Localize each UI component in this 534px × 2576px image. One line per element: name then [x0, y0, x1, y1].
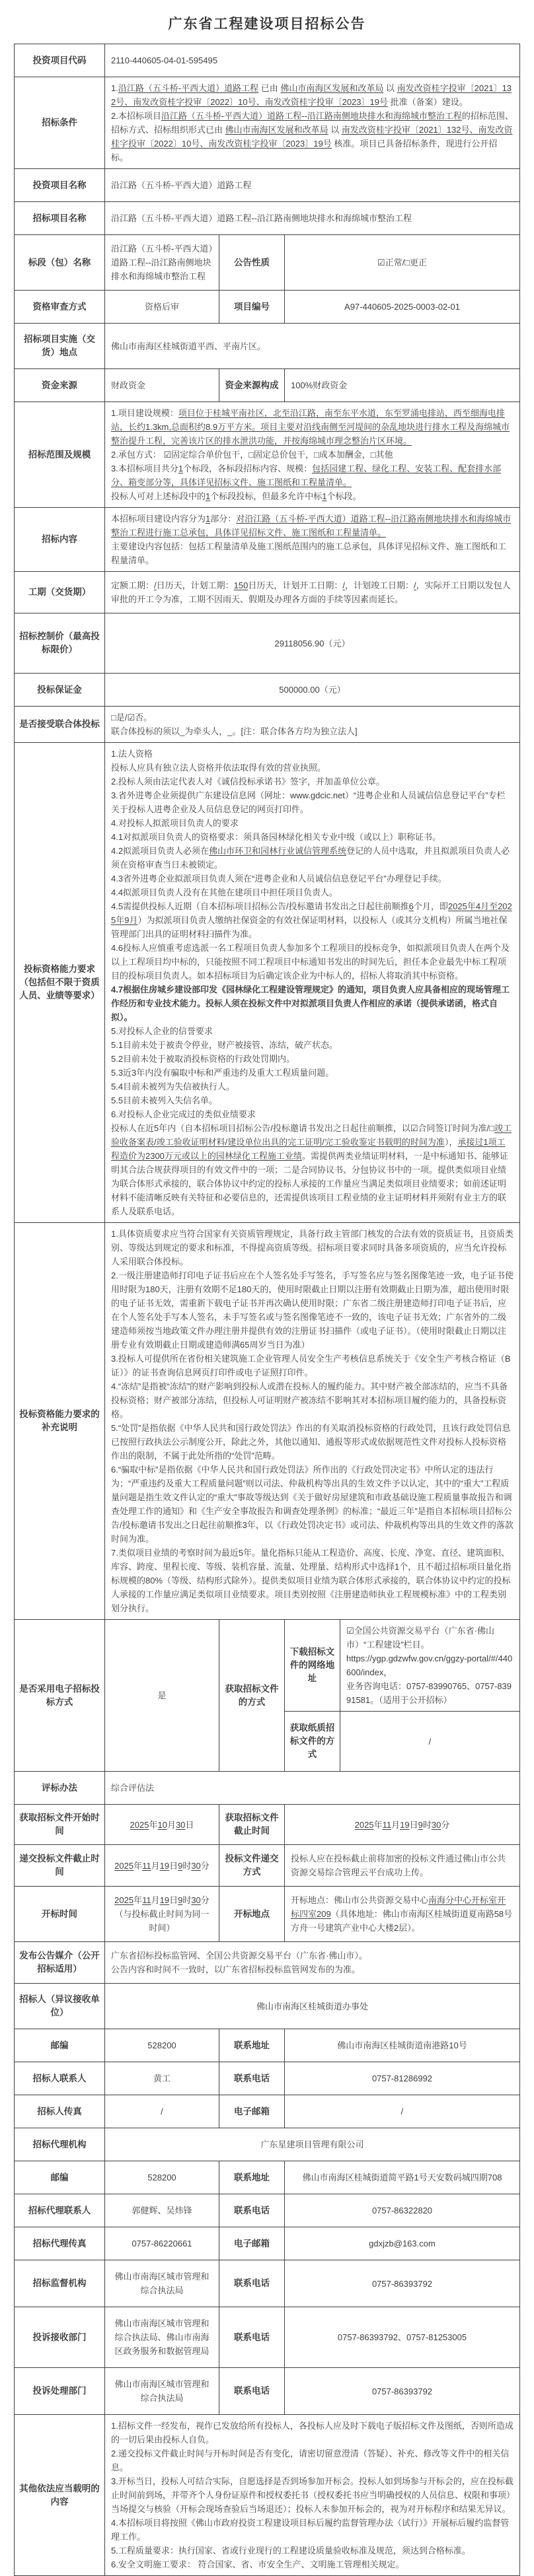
agency-label: 招标代理机构 [14, 2128, 104, 2161]
submission-deadline-value: 2025年11月19日9时30分 [104, 1845, 219, 1887]
tenderer-phone-value: 0757-81286992 [284, 2062, 519, 2095]
funding-value: 财政资金 [104, 369, 219, 402]
supervision-label: 招标监督机构 [14, 2260, 104, 2307]
tender-conditions-label: 招标条件 [14, 77, 104, 169]
row-other [14, 2415, 519, 2576]
row-qualification-review [14, 291, 519, 324]
tenderer-label: 招标人（异议接收单位） [14, 1984, 104, 2029]
complaint-receive-phone-value: 0757-86393792、0757-81253005 [284, 2307, 519, 2368]
qualification-review-value: 资格后审 [104, 291, 219, 324]
complaint-handle-phone-value: 0757-86393792 [284, 2368, 519, 2415]
row-duration [14, 572, 519, 613]
row-tenderer [14, 1984, 519, 2029]
agency-postcode-value: 528200 [104, 2161, 219, 2194]
opening-place-value: 开标地点：佛山市公共资源交易中心南海分中心开标室开标四室209（具体地址：佛山市南海区桂城街道夏南路58号方舟一号建筑产业中心大楼2层）。 [284, 1887, 519, 1942]
qualification-supplement-label: 投标资格能力要求的补充说明 [14, 1223, 104, 1620]
tender-project-name-label: 招标项目名称 [14, 202, 104, 235]
agency-phone-value: 0757-86322820 [284, 2194, 519, 2227]
consortium-text: □是/☑否。 联合体投标的须以_为牵头人，_。[注：联合体各方均为独立法人] [104, 707, 519, 743]
submission-deadline-label: 递交投标文件截止时间 [14, 1845, 104, 1887]
agency-email-label: 电子邮箱 [219, 2227, 284, 2260]
funding-composition-label: 资金来源构成 [219, 369, 284, 402]
funding-composition-value: 100%财政资金 [284, 369, 519, 402]
obtain-documents-label: 获取招标文件的方式 [219, 1620, 284, 1772]
other-label: 其他依法应当载明的内容 [14, 2415, 104, 2576]
agency-phone-label: 联系电话 [219, 2194, 284, 2227]
row-agency-contact [14, 2194, 519, 2227]
agency-postcode-label: 邮编 [14, 2161, 104, 2194]
page-title: 广东省工程建设项目招标公告 [168, 17, 366, 32]
control-price-value: 29118056.90（元） [104, 613, 519, 674]
row-scope [14, 402, 519, 508]
tenderer-value: 佛山市南海区桂城街道办事处 [104, 1984, 519, 2029]
complaint-handle-phone-label: 联系电话 [219, 2368, 284, 2415]
tenderer-contact-value: 黄工 [104, 2062, 219, 2095]
complaint-receive-value: 佛山市南海区城市管理和综合执法局、佛山市南海区政务服务和数据管理局 [104, 2307, 219, 2368]
agency-address-value: 佛山市南海区桂城街道简平路1号天安数码城四期708 [284, 2161, 519, 2194]
row-control-price [14, 613, 519, 674]
opening-place-label: 开标地点 [219, 1887, 284, 1942]
row-evaluation-method [14, 1772, 519, 1805]
row-qualification-supplement [14, 1223, 519, 1620]
qualification-requirements-text: 1.法人资格 投标人应具有独立法人资格并依法取得有效的营业执照。 2.投标人须由法定代表人对《诚信投标承诺书》签字，并加盖单位公章。 3.省外进粤企业须提供广东建设信息网（网址：www.gdcic.net）“进粤企业和人员诚信信息登记平台”专栏关于投标人进粤企业及人员信息登记的网页打印件。 4.对投标人拟派项目负责人的要求 4.1对拟派项目负责人的资格要求：须具备园林绿化相关专业中级（或以上）职称证书。 4.2拟派项目负责人必须在佛山市环卫和园林行业诚信管理系统登记的人员中选取，并且拟派项目负责人必须在资格审查当日未被锁定。 4.3省外进粤企业拟派项目负责人须在“进粤企业和人员诚信信息登记平台”办理登记手续。 4.4拟派项目负责人没有在其他在建项目中担任项目负责人。 4.5需提供投标人近期（自本招标项目招标公告/投标邀请书发出之日起往前顺推6个月，即2025年4月至2025年9月）为拟派项目负责人缴纳社保资金的有效社保证明材料，以投标人（或其分支机构）所属当地社保管理部门出具的证明材料扫描件为准。 4.6投标人应慎重考虑选派一名工程项目负责人参加多个工程项目的投标竞争，如拟派项目负责人在两个及以上工程项目均中标的，只能按照不同工程项目中标通知书发出的时间先后，担任本企业最先中标工程项目的投标项目负责人。如本招标项目为后确定该企业为中标人的，招标人将取消其中标资格。 4.7根据住房城乡建设部印发《园林绿化工程建设管理规定》的通知，项目负责人应具备相应的现场管理工作经历和专业技术能力。投标人须在投标文件中对拟派项目负责人作相应的承诺（提供承诺函，格式自拟）。 5.对投标人企业的信誉要求 5.1目前未处于被责令停业，财产被接管、冻结，破产状态。 5.2目前未处于被取消投标资格的行政处罚期内。 5.3近3年内没有骗取中标和严重违约及重大工程质量问题。 5.4目前未被列为失信被执行人。 5.5目前未被列入失信名单。 6.对投标人企业完成过的类似业绩要求 投标人在近5年内（自本招标项目招标公告/投标邀请书发出之日起往前顺推，以☑合同签订时间为准/□竣工验收备案表/竣工验收证明材料/建设单位出具的完工证明/完工验收鉴定书载明的时间为准），承接过1项工程造价为2300万元或以上的园林绿化工程施工业绩。需提供两类业绩证明材料，一是中标通知书、能够证明其合法合规获得项目的有效文件中的一项；二是合同协议书、分包协议书中的一项。提供类似项目业绩为联合体形式承接的，联合体协议中约定的投标人承接的工作量应当满足类似项目业绩要求；如前述证明材料不能清晰反映有关特征和必要信息的，还需提供该项目工程业绩的业主证明材料并须附有业主方的联系人及联系电话。 [104, 743, 519, 1223]
content-label: 招标内容 [14, 508, 104, 572]
electronic-bidding-label: 是否采用电子招标投标方式 [14, 1620, 104, 1772]
agency-fax-value: 0757-86220661 [104, 2227, 219, 2260]
investment-project-name-label: 投资项目名称 [14, 169, 104, 202]
paper-documents-value: / [340, 1712, 519, 1772]
download-address-label: 下载招标文件的网络地址 [284, 1620, 340, 1712]
doc-obtain-end-value: 2025年11月19日9时30分 [284, 1805, 519, 1845]
bid-bond-value: 500000.00（元） [104, 674, 519, 707]
agency-email-value: gdxjzb@163.com [284, 2227, 519, 2260]
content-text: 本招标项目建设内容分为1部分：对沿江路（五斗桥-平西大道）道路工程--沿江路南侧地块排水和海绵城市整治工程进行施工总承包，具体详见招标文件、施工图纸和工程量清单。 主要建设内容包括：包括工程量清单及施工图纸范围内的施工总承包，具体详见招标文件、施工图纸和工程量清单。 [104, 508, 519, 572]
row-complaint-receive [14, 2307, 519, 2368]
duration-label: 工期（交货期） [14, 572, 104, 613]
tender-project-name-value: 沿江路（五斗桥-平西大道）道路工程--沿江路南侧地块排水和海绵城市整治工程 [104, 202, 519, 235]
row-qualification-requirements [14, 743, 519, 1223]
row-agency [14, 2128, 519, 2161]
evaluation-method-value: 综合评估法 [104, 1772, 519, 1805]
paper-documents-label: 获取纸质招标文件的方式 [284, 1712, 340, 1772]
evaluation-method-label: 评标办法 [14, 1772, 104, 1805]
row-doc-times [14, 1805, 519, 1845]
location-label: 招标项目实施（交货）地点 [14, 324, 104, 369]
notice-nature-value: ☑正常/□更正 [284, 235, 519, 291]
row-funding [14, 369, 519, 402]
qualification-supplement-text: 1.具体资质要求应当符合国家有关资质管理规定，具备行政主管部门核发的合法有效的资质证书，且资质类别、等级达到规定的要求和标准，不得提高资质等级。招标项目要求同时具备多项资质的，应当允许投标人采用联合体投标。 2.一级注册建造师打印电子证书后应在个人签名处手写签名，手写签名应与签名图像笔迹一致，电子证书使用时限为180天，注册有效期不足180天的，使用时限截止日期以注册有效期截止日期为准，超出使用时限的电子证书无效，需重新下载电子证书并再次确认使用时限；广东省二级注册建造师打印电子证书后，应在个人签名处手写本人签名，未手写签名或与签名图像笔迹不一致的，该电子证书无效；广东省外的二级建造师须按当地政策文件办理注册并提供有效的注册证书扫描件（或电子证书）。（使用时限截止日期以注册专业有效期截止日期或建造师满65周岁当日为准） 3.投标人可提供所在省份相关建筑施工企业管理人员安全生产考核信息系统关于《安全生产考核合格证（B证）》的证书查询信息网页打印件或电子证照打印件。 4.“冻结”是指被“冻结”的财产影响到投标人或潜在投标人的履约能力。其中财产被全部冻结的，应当不具备投标资格；财产被部分冻结，但投标人可证明财产被冻结不影响其对本招标项目履约能力的，具备投标资格。 5.“处罚”是指依据《中华人民共和国行政处罚法》作出的有关取消投标资格的行政处罚，且该行政处罚信息已按照行政执法公示制度公开，除此之外，其他以通知、通报等形式或依据规范性文件对投标人投标资格作出的限制，不属于此处所指的“处罚”范畴。 6.“骗取中标”是指依据《中华人民共和国行政处罚法》所作出的《行政处罚决定书》中所认定的违法行为；“严重违约及重大工程质量问题”则以司法、仲裁机构等出具的生效文件予以认定，其中的“重大”工程质量问题是指生效文件认定的“重大”事故等级达到《关于做好房屋建筑和市政基础设施工程质量事故报告和调查处理工作的通知》和《生产安全事故报告和调查处理条例》的标准；“最近三年”是指自本招标项目招标公告/投标邀请书发出之日起往前顺推3年，以《行政处罚决定书》或司法、仲裁机构等出具的生效文件的落款时间为准。 7.类似项目业绩的考察时间为最近5年。量化指标只能从工程造价、高度、长度、净宽、直径、建筑面积、库容、跨度、里程长度、等级、装机容量、流量、处理量、结构形式中选择1个，且不超过招标项目量化指标规模的80%（等级、结构形式除外）。提供类似项目业绩为联合体形式承接的，联合体协议中约定的投标人承接的工作量应满足类似项目业绩要求。项目类别按照《注册建造师执业工程规模标准》中的工程类别划分执行。 [104, 1223, 519, 1620]
tender-conditions-text: 1.沿江路（五斗桥-平西大道）道路工程 已由 佛山市南海区发展和改革局 以 南发改资桂字投审〔2021〕132号、南发改资桂字投审〔2022〕10号、南发改资桂字投审〔2023〕19号 批准（备案）建设。 2.本招标项目沿江路（五斗桥-平西大道）道路工程--沿江路南侧地块排水和海绵城市整治工程的招标范围、招标方式、招标组织形式已由 佛山市南海区发展和改革局 以 南发改资桂字投审〔2021〕132号、南发改资桂字投审〔2022〕10号、南发改资桂字投审〔2023〕19号 核准。项目已具备招标条件，现进行公开招标。 [104, 77, 519, 169]
agency-contact-label: 招标代理联系人 [14, 2194, 104, 2227]
complaint-handle-label: 投诉处理部门 [14, 2368, 104, 2415]
row-section-package [14, 235, 519, 291]
row-tenderer-contact [14, 2062, 519, 2095]
row-complaint-handle [14, 2368, 519, 2415]
agency-address-label: 联系地址 [219, 2161, 284, 2194]
doc-obtain-start-value: 2025年10月30日 [104, 1805, 219, 1845]
electronic-bidding-value: 是 [104, 1620, 219, 1772]
opening-time-value: 2025年11月19日9时30分（与投标截止时间为同一时间） [104, 1887, 219, 1942]
row-opening [14, 1887, 519, 1942]
complaint-handle-value: 佛山市南海区城市管理和综合执法局 [104, 2368, 219, 2415]
section-package-value: 沿江路（五斗桥-平西大道）道路工程--沿江路南侧地块排水和海绵城市整治工程 [104, 235, 219, 291]
project-number-label: 项目编号 [219, 291, 284, 324]
bid-bond-label: 投标保证金 [14, 674, 104, 707]
tenderer-contact-label: 招标人联系人 [14, 2062, 104, 2095]
investment-project-name-value: 沿江路（五斗桥-平西大道）道路工程 [104, 169, 519, 202]
supervision-phone-value: 0757-86393792 [284, 2260, 519, 2307]
supervision-value: 佛山市南海区城市管理和综合执法局 [104, 2260, 219, 2307]
tenderer-postcode-value: 528200 [104, 2029, 219, 2062]
submission-method-value: 投标人应在投标截止前将加密的投标文件通过佛山市公共资源交易综合管理云平台成功上传。 [284, 1845, 519, 1887]
row-tender-project-name [14, 202, 519, 235]
tenderer-fax-value: / [104, 2095, 219, 2128]
row-media [14, 1942, 519, 1984]
complaint-receive-label: 投诉接收部门 [14, 2307, 104, 2368]
scope-text: 1.项目建设规模：项目位于桂城平南社区，北至沿江路，南至东平水道，东至罗涌电排站，西至细海电排站，长约1.3km,总面积约8.9万平方米。项目主要对沿线南侧至河堤间的杂乱地块进行排水工程及海绵城市整治提升工程，完善该片区的排水泄洪功能，并按海绵城市理念整治片区环境。 2.承包方式： ☑固定综合单价包干，□固定总价包干，□成本加酬金，□其他 3.本招标项目共分1个标段，各标段招标内容、规模：包括园建工程、绿化工程、安装工程、配套排水部分、箱变部分等，具体详见招标文件、施工图纸和工程量清单。 投标人可对上述标段中的1个标段投标，但最多允许中标1个标段。 [104, 402, 519, 508]
tenderer-phone-label: 联系电话 [219, 2062, 284, 2095]
duration-text: 定额工期：/日历天，计划工期：150日历天，计划开工日期：/，计划竣工日期：/，实际开工日期以发包人审批的开工令为准，工期不因雨天、假期及办理各方面的手续等因素而延长。 [104, 572, 519, 613]
tenderer-email-label: 电子邮箱 [219, 2095, 284, 2128]
submission-method-label: 投标文件递交方式 [219, 1845, 284, 1887]
row-location [14, 324, 519, 369]
row-agency-fax [14, 2227, 519, 2260]
agency-fax-label: 招标代理传真 [14, 2227, 104, 2260]
row-content [14, 508, 519, 572]
media-text: 广东省招标投标监管网、全国公共资源交易平台（广东省·佛山市）。 公告内容和时间不一致时，以广东省招标投标监管网发布的为准。 [104, 1942, 519, 1984]
row-submission [14, 1845, 519, 1887]
tenderer-postcode-label: 邮编 [14, 2029, 104, 2062]
agency-contact-value: 郭健辉、吴炜锋 [104, 2194, 219, 2227]
notice-nature-label: 公告性质 [219, 235, 284, 291]
tenderer-address-value: 佛山市南海区桂城街道南港路10号 [284, 2029, 519, 2062]
project-number-value: A97-440605-2025-0003-02-01 [284, 291, 519, 324]
supervision-phone-label: 联系电话 [219, 2260, 284, 2307]
investment-code-value: 2110-440605-04-01-595495 [104, 44, 519, 77]
row-tenderer-fax [14, 2095, 519, 2128]
tenderer-fax-label: 招标人传真 [14, 2095, 104, 2128]
funding-label: 资金来源 [14, 369, 104, 402]
row-tenderer-postcode [14, 2029, 519, 2062]
qualification-requirements-label: 投标资格能力要求（包括但不限于资质人员、业绩等要求） [14, 743, 104, 1223]
location-value: 佛山市南海区桂城街道平西、平南片区。 [104, 324, 519, 369]
row-investment-project-name [14, 169, 519, 202]
row-supervision [14, 2260, 519, 2307]
doc-obtain-start-label: 获取招标文件开始时间 [14, 1805, 104, 1845]
complaint-receive-phone-label: 联系电话 [219, 2307, 284, 2368]
investment-code-label: 投资项目代码 [14, 44, 104, 77]
row-electronic-bidding [14, 1620, 519, 1712]
consortium-label: 是否接受联合体投标 [14, 707, 104, 743]
section-package-label: 标段（包）名称 [14, 235, 104, 291]
tenderer-address-label: 联系地址 [219, 2029, 284, 2062]
scope-label: 招标范围及规模 [14, 402, 104, 508]
doc-obtain-end-label: 获取招标文件截止时间 [219, 1805, 284, 1845]
row-bid-bond [14, 674, 519, 707]
control-price-label: 招标控制价（最高投标限价） [14, 613, 104, 674]
announcement-table [14, 44, 520, 2576]
download-address-value: ☑全国公共资源交易平台（广东省·佛山市）“工程建设”栏目。 https://ygp.gdzwfw.gov.cn/ggzy-portal/#/440600/index， 业务咨询电话：0757-83990765、0757-83991581。（适用于公开招标） [340, 1620, 519, 1712]
qualification-review-label: 资格审查方式 [14, 291, 104, 324]
tenderer-email-value: / [284, 2095, 519, 2128]
media-label: 发布公告媒介（公开招标适用） [14, 1942, 104, 1984]
opening-time-label: 开标时间 [14, 1887, 104, 1942]
row-investment-code [14, 44, 519, 77]
row-consortium [14, 707, 519, 743]
row-tender-conditions [14, 77, 519, 169]
other-text: 1.招标文件一经发布，视作已发放给所有投标人，各投标人应及时下载电子版招标文件及图纸，否则所造成的一切后果由投标人自负。 2.递交投标文件截止时间与开标时间是否有变化，请密切留意澄清（答疑）、补充、修改等文件中的相关信息。 3.开标当日，投标人可结合实际，自愿选择是否到场参加开标会。投标人如到场参与开标会的，应在投标截止时间前到场，并带齐个人身份证原件和授权委托书（授权委托书应当明确授权的人员信息、权限和事项）当场提交与核验（开标会现场查验后当场退还）；投标人未参加开标会的，视为对开标程序和结果无异议。 4.本招标项目将按照《佛山市政府投资工程建设项目标后履约监督管理办法（试行）》开展标后履约监督管理工作。 5.工程质量要求：执行国家、省或行业现行的工程建设质量验收标准及规范，须达到合格标准。 6.安全文明施工要求： 符合国家、省、市安全生产、文明施工管理相关规定。 [104, 2415, 519, 2576]
agency-value: 广东星建项目管理有限公司 [104, 2128, 519, 2161]
row-agency-postcode [14, 2161, 519, 2194]
